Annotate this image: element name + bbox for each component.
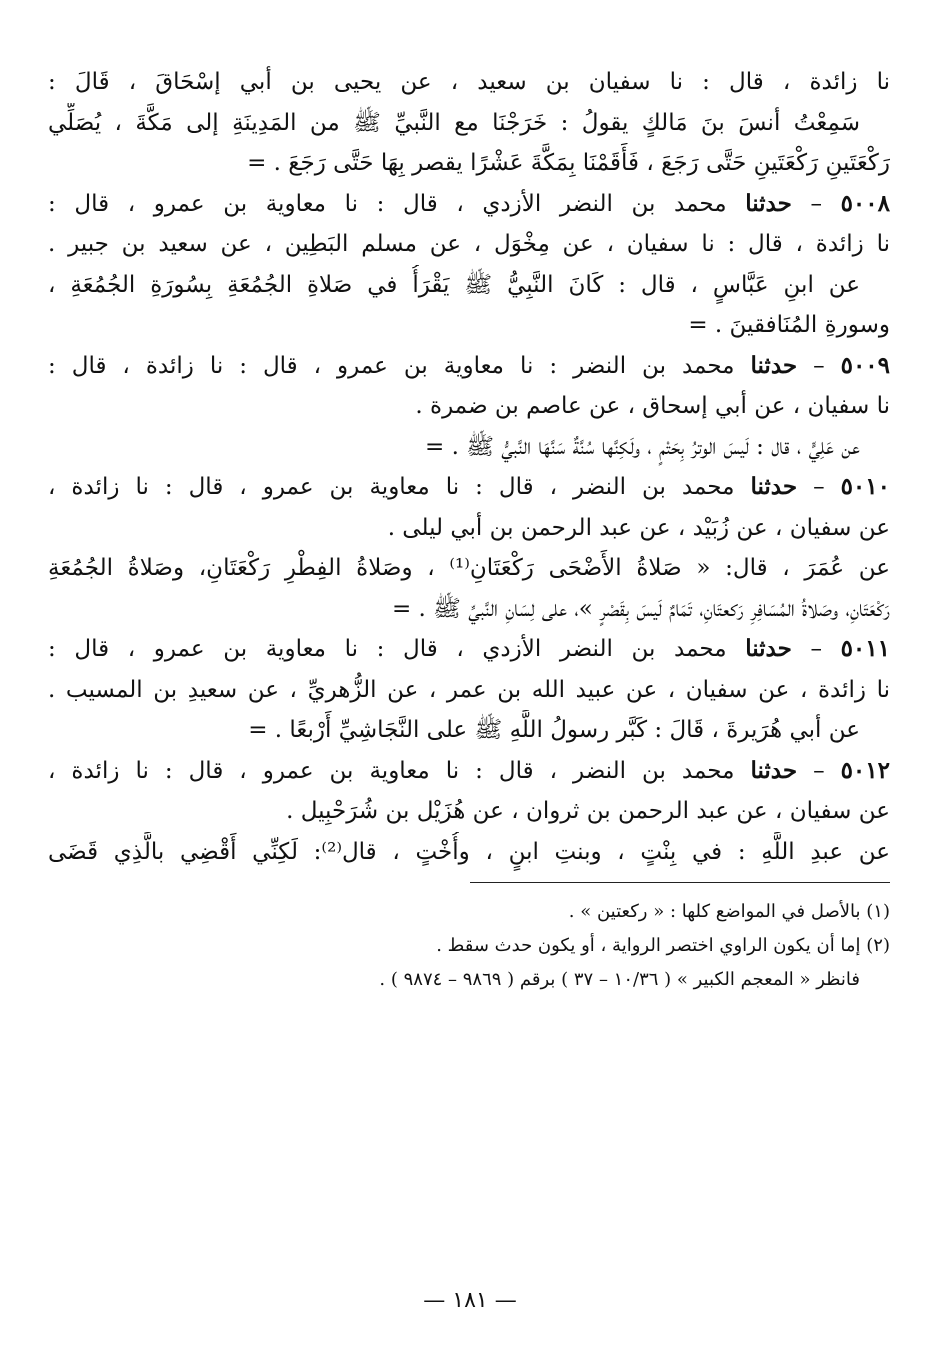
hadith-entry [48,346,890,468]
entry-heading: ٥٠١٢ – حدثنا محمد بن النضر ، قال : نا معاوية بن عمرو ، قال : نا زائدة ، [48,756,890,784]
hadith-entry [48,467,890,629]
matn-line: عن عُمَرَ ، قال: « صَلاةُ الأَضْحَى رَكْعَتَانِ⁽¹⁾ ، وصَلاةُ الفِطْرِ رَكْعَتَانِ، وصَلاةُ الجُمُعَةِ [48,555,890,581]
hadith-label: حدثنا [750,756,798,784]
matn-line: رَكْعَتَانِ، وصَلاةُ المُسَافِرِ رَكعتَانِ، تَمَامٌ لَيسَ بِقَصْرٍ »، على لِسَانِ النَّبيِّ ﷺ . = [391,595,890,622]
hadith-number: ٥٠١٠ [840,473,890,500]
hadith-entry [48,184,890,346]
page-number: — ١٨١ — [423,1288,517,1313]
isnad-text: محمد بن النضر ، قال : نا معاوية بن عمرو ، قال : نا زائدة ، [48,474,735,500]
hadith-entry [48,62,890,184]
hadith-number: ٥٠١٢ [840,756,890,784]
hadith-label: حدثنا [750,473,798,500]
footnotes [48,895,890,997]
hadith-label: حدثنا [745,189,792,217]
hadith-number: ٥٠٠٨ [840,189,890,217]
hadith-entry [48,751,890,873]
matn-line: رَكْعَتَينِ رَكْعَتَينِ حَتَّى رَجَعَ ، فَأَقَمْنَا بِمَكَّةَ عَشْرًا يقصر بِهَا حَتَّى رَجَعَ . = [247,150,890,176]
matn-line: عن ابنِ عَبَّاسٍ ، قال : كَانَ النَّبِيُّ ﷺ يَقْرَأُ في صَلاةِ الجُمُعَةِ بِسُورَةِ الجُمُعَةِ ، [48,271,860,298]
isnad-line: عن سفيان ، عن زُبَيْد ، عن عبد الرحمن بن أبي ليلى . [387,514,890,541]
entry-heading: ٥٠٠٩ – حدثنا محمد بن النضر : نا معاوية بن عمرو ، قال : نا زائدة ، قال : [48,351,890,379]
isnad-line: نا سفيان ، عن أبي إسحاق ، عن عاصم بن ضمرة . [415,393,890,419]
isnad-line: نا زائدة ، عن سفيان ، عن عبيد الله بن عمر ، عن الزُّهريِّ ، عن سعيدِ بن المسيب . [48,676,890,703]
hadith-entry [48,629,890,751]
matn-line: عن عَلِيٍّ ، قال : لَيسَ الوترُ بِحَتْمٍ ، ولَكِنَّها سُنَّةٌ سَنَّهَا النَّبيُّ ﷺ . = [425,433,860,460]
isnad-text: محمد بن النضر الأزدي ، قال : نا معاوية بن عمرو ، قال : [48,190,727,217]
matn-line: عن أبي هُرَيرةَ ، قَالَ : كَبَّر رسولُ اللَّهِ ﷺ على النَّجَاشِيِّ أَرْبعًا . = [248,717,860,743]
footnote-divider [470,882,890,883]
isnad-line: نا زائدة ، قال : نا سفيان ، عن مِخْوَل ، عن مسلم البَطِين ، عن سعيد بن جبير . [48,231,890,257]
matn-line: وسورةِ المُنَافقينَ . = [688,312,890,338]
hadith-text [48,62,890,872]
isnad-line: عن سفيان ، عن عبد الرحمن بن ثروان ، عن هُزَيْل بن شُرَحْبِيل . [286,798,890,824]
entry-heading: ٥٠٠٨ – حدثنا محمد بن النضر الأزدي ، قال : نا معاوية بن عمرو ، قال : [48,189,890,217]
footnote: (٢) إما أن يكون الراوي اختصر الرواية ، أو يكون حدث سقط . [436,935,890,956]
matn-line: عن عبدِ اللَّهِ : في بِنْتٍ ، وبنتِ ابنٍ ، وأُخْتٍ ، قال⁽²⁾: لَكِنِّي أَقْضِي بالَّذِي قَضَى [48,838,890,865]
isnad-line: نا زائدة ، قال : نا سفيان بن سعيد ، عن يحيى بن أبي إسْحَاقَ ، قَالَ : [48,69,890,95]
hadith-label: حدثنا [745,635,792,662]
entry-heading: ٥٠١٠ – حدثنا محمد بن النضر ، قال : نا معاوية بن عمرو ، قال : نا زائدة ، [48,473,890,500]
hadith-number: ٥٠١١ [840,635,890,662]
hadith-label: حدثنا [750,351,798,379]
hadith-number: ٥٠٠٩ [840,351,890,379]
footnote: فانظر « المعجم الكبير » ( ١٠/٣٦ – ٣٧ ) برقم ( ٩٨٦٩ – ٩٨٧٤ ) . [379,969,860,990]
footnote: (١) بالأصل في المواضع كلها : « ركعتين » . [568,901,890,922]
isnad-text: محمد بن النضر الأزدي ، قال : نا معاوية بن عمرو ، قال : [48,636,727,662]
entry-heading: ٥٠١١ – حدثنا محمد بن النضر الأزدي ، قال : نا معاوية بن عمرو ، قال : [48,635,890,662]
matn-line: سَمِعْتُ أنسَ بنَ مَالكٍ يقولُ : خَرَجْنَا مع النَّبيِّ ﷺ من المَدِينَةِ إلى مَكَّةَ ، يُصَلِّي [48,109,860,136]
isnad-text: محمد بن النضر ، قال : نا معاوية بن عمرو ، قال : نا زائدة ، [48,757,735,784]
isnad-text: محمد بن النضر : نا معاوية بن عمرو ، قال : نا زائدة ، قال : [48,352,735,379]
